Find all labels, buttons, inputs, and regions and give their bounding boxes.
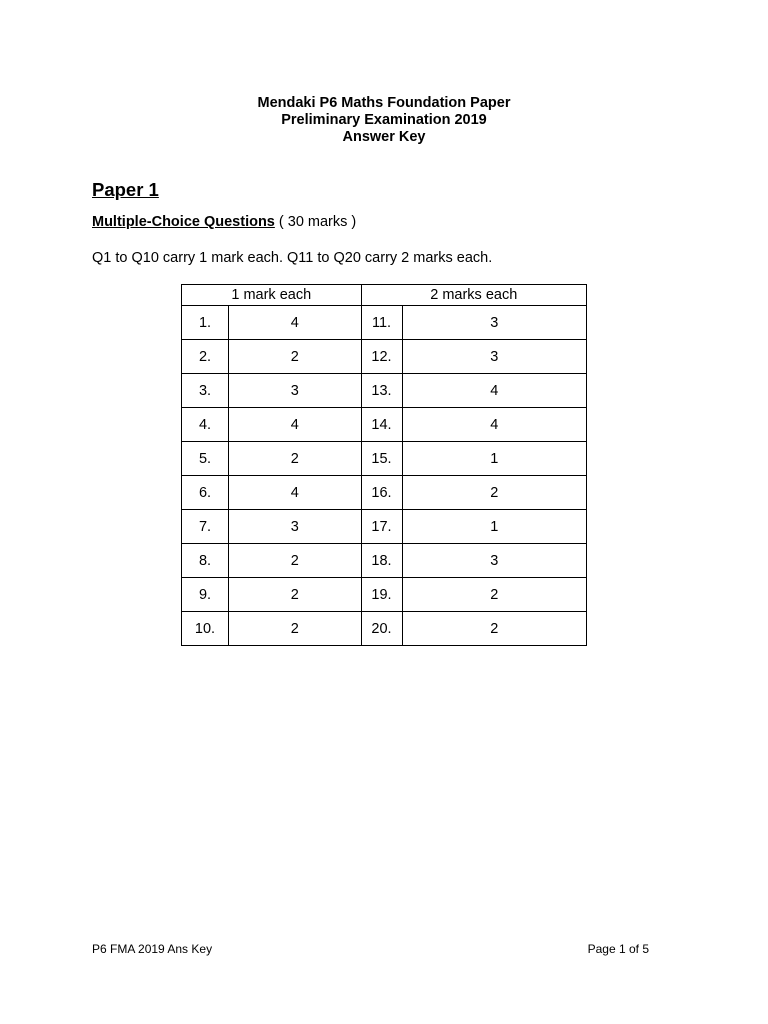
- answer-cell: 2: [229, 612, 362, 646]
- footer-document-code: P6 FMA 2019 Ans Key: [92, 942, 213, 956]
- section-title: Multiple-Choice Questions: [92, 214, 275, 230]
- answer-key-label: Answer Key: [342, 129, 426, 145]
- question-number-cell: 7.: [182, 510, 229, 544]
- section-heading: [92, 214, 356, 230]
- answer-cell: 4: [229, 306, 362, 340]
- document-title-block: [0, 95, 768, 146]
- question-number-cell: 17.: [361, 510, 402, 544]
- answer-cell: 2: [402, 612, 586, 646]
- question-number-cell: 14.: [361, 408, 402, 442]
- table-row: [182, 374, 587, 408]
- instructions-text: Q1 to Q10 carry 1 mark each. Q11 to Q20 carry 2 marks each.: [92, 250, 493, 266]
- answer-table: [181, 284, 587, 646]
- question-number-cell: 3.: [182, 374, 229, 408]
- question-number-cell: 15.: [361, 442, 402, 476]
- answer-cell: 2: [402, 578, 586, 612]
- paper-heading: Paper 1: [92, 179, 159, 200]
- footer-page-number: Page 1 of 5: [587, 942, 649, 956]
- document-title: Mendaki P6 Maths Foundation Paper: [257, 95, 511, 111]
- answer-cell: 3: [229, 510, 362, 544]
- answer-cell: 4: [402, 374, 586, 408]
- answer-cell: 3: [229, 374, 362, 408]
- question-number-cell: 10.: [182, 612, 229, 646]
- question-number-cell: 19.: [361, 578, 402, 612]
- answer-cell: 3: [402, 306, 586, 340]
- question-number-cell: 1.: [182, 306, 229, 340]
- answer-cell: 2: [229, 340, 362, 374]
- section-marks: ( 30 marks ): [274, 214, 357, 230]
- question-number-cell: 9.: [182, 578, 229, 612]
- table-row: [182, 408, 587, 442]
- answer-cell: 2: [402, 476, 586, 510]
- question-number-cell: 6.: [182, 476, 229, 510]
- table-row: [182, 578, 587, 612]
- question-number-cell: 8.: [182, 544, 229, 578]
- table-row: [182, 340, 587, 374]
- answer-cell: 4: [402, 408, 586, 442]
- question-number-cell: 16.: [361, 476, 402, 510]
- answer-cell: 1: [402, 442, 586, 476]
- table-row: [182, 306, 587, 340]
- question-number-cell: 20.: [361, 612, 402, 646]
- answer-cell: 2: [229, 442, 362, 476]
- table-row: [182, 510, 587, 544]
- answer-cell: 3: [402, 544, 586, 578]
- column-header-1-mark: 1 mark each: [182, 285, 362, 306]
- answer-table-body: [182, 306, 587, 646]
- question-number-cell: 4.: [182, 408, 229, 442]
- column-header-2-marks: 2 marks each: [361, 285, 586, 306]
- answer-cell: 3: [402, 340, 586, 374]
- table-row: [182, 476, 587, 510]
- answer-cell: 1: [402, 510, 586, 544]
- question-number-cell: 11.: [361, 306, 402, 340]
- table-row: [182, 612, 587, 646]
- question-number-cell: 2.: [182, 340, 229, 374]
- table-header-row: [182, 285, 587, 306]
- question-number-cell: 18.: [361, 544, 402, 578]
- answer-cell: 4: [229, 408, 362, 442]
- answer-cell: 2: [229, 578, 362, 612]
- answer-cell: 4: [229, 476, 362, 510]
- answer-cell: 2: [229, 544, 362, 578]
- question-number-cell: 12.: [361, 340, 402, 374]
- table-row: [182, 544, 587, 578]
- question-number-cell: 13.: [361, 374, 402, 408]
- table-row: [182, 442, 587, 476]
- question-number-cell: 5.: [182, 442, 229, 476]
- exam-name: Preliminary Examination 2019: [281, 112, 487, 128]
